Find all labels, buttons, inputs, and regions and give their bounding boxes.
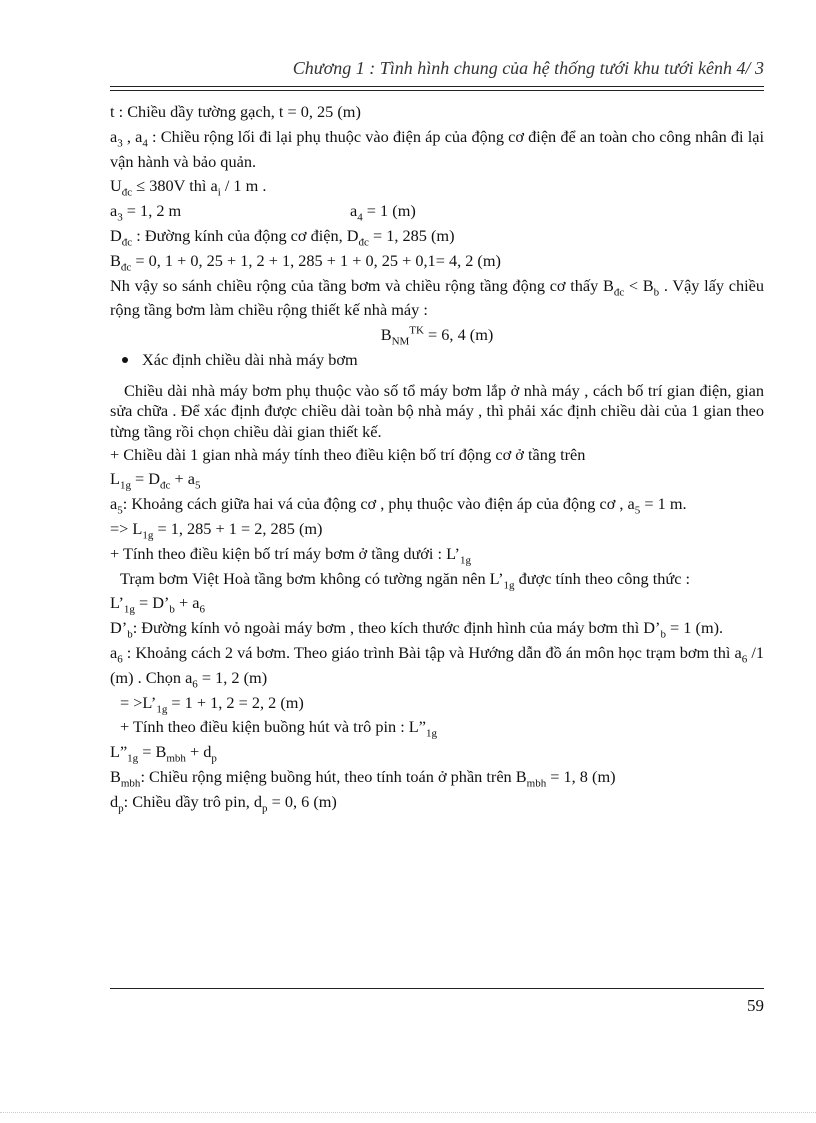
line-l1g-result: => $L_{1g} = 1$, 285 + 1 = 2, 285 (m) [110, 518, 323, 542]
line-lower-floor-condition: + Tính theo điều kiện bố trí máy bơm ở tầng dưới : $L’_{1g}$ [110, 543, 471, 566]
line-upper-floor-condition: + Chiều dài 1 gian nhà máy tính theo điều kiện bố trí động cơ ở tầng trên [110, 444, 586, 464]
line-a5-definition: $a_5$: Khoảng cách giữa hai vá của động cơ , phụ thuộc vào điện áp của động cơ , $a_5 = 1$ m. [110, 494, 687, 517]
page-header-title: Chương 1 : Tình hình chung của hệ thống tưới khu tưới kênh 4/ 3 [292, 58, 764, 78]
line-pump-diameter: $D’_b$: Đường kính vỏ ngoài máy bơm , theo kích thước định hình của máy bơm thì $D’_b = 1$ (m). [110, 618, 724, 641]
page-body [110, 100, 764, 815]
line-a3-a4-values: $a_3 = 1$, 2 m $a_4 = 1$ (m) [110, 201, 416, 224]
page-number: 59 [747, 996, 764, 1015]
line-pier-thickness: $d_p$: Chiều dầy trô pin, $d_p = 0$, 6 (m) [110, 791, 337, 814]
line-motor-floor-width: $B_{đc} = 0$, 1 + 0, 25 + 1, 2 + 1, 285 + 1 + 0, 25 + 0,1= 4, 2 (m) [110, 250, 501, 274]
page-bottom-dotted-line [0, 1112, 816, 1113]
footer-rule [110, 988, 764, 989]
line-a6-definition: $a_6$ : Khoảng cách 2 vá bơm. Theo giáo trình Bài tập và Hướng dẫn đồ án môn học trạm bơm thì $a_6$ /1 (m) . Chọn $a_6 = 1$, 2 (m) [110, 642, 764, 690]
header-rule-top [110, 86, 764, 87]
line-width-comparison: Nh vậy so sánh chiều rộng của tầng bơm và chiều rộng tầng động cơ thấy $B_{đc} < B_b$ . Vậy lấy chiều rộng tầng bơm làm chiều rộng thiết kế nhà máy : [110, 275, 764, 320]
line-suction-condition: + Tính theo điều kiện buồng hút và trô pin : $L”_{1g}$ [120, 717, 437, 740]
line-walkway-width: $a_3$ , $a_4$ : Chiều rộng lối đi lại phụ thuộc vào điện áp của động cơ điện để an toàn cho công nhân đi lại vận hành và bảo quản. [110, 126, 765, 171]
line-wall-thickness: t : Chiều dầy tường gạch, t = 0, 25 (m) [110, 102, 361, 121]
bullet-plant-length: Xác định chiều dài nhà máy bơm [110, 348, 764, 373]
line-l1g-prime-formula: $L’_{1g}$ = $D’_b + a_6$ [110, 593, 205, 616]
line-motor-diameter: $D_{đc}$ : Đường kính của động cơ điện, $D_{đc} = 1$, 285 (m) [110, 225, 455, 249]
line-l1g-double-prime-formula: $L”_{1g} = B_{mbh} + d_p$ [110, 742, 217, 765]
line-voltage-condition: $U_{đc} \le 380V$ thì $a_i / 1$ m . [110, 176, 267, 199]
line-l1g-prime-result: = $>L’_{1g} = 1 + 1$, 2 = 2, 2 (m) [120, 692, 304, 715]
line-design-width: $B_{NM}^{TK} = 6$, 4 (m) [380, 324, 494, 348]
line-suction-width: $B_{mbh}$: Chiều rộng miệng buồng hút, theo tính toán ở phần trên $B_{mbh} = 1$, 8 (m) [110, 766, 616, 790]
paragraph-plant-length: Chiều dài nhà máy bơm phụ thuộc vào số tổ máy bơm lắp ở nhà máy , cách bố trí gian điện, gian sửa chữa . Để xác định được chiều dài toàn bộ nhà máy , thì phải xác định chiều dài của 1 gian theo từng tầng rồi chọn chiều dài gian thiết kế. [110, 380, 764, 441]
line-viet-hoa-station: Trạm bơm Việt Hoà tầng bơm không có tường ngăn nên $L’_{1g}$ được tính theo công thức : [120, 568, 691, 591]
line-l1g-formula: $L_{1g} = D_{đc} + a_5$ [110, 469, 201, 492]
header-rule-bottom [110, 90, 764, 91]
